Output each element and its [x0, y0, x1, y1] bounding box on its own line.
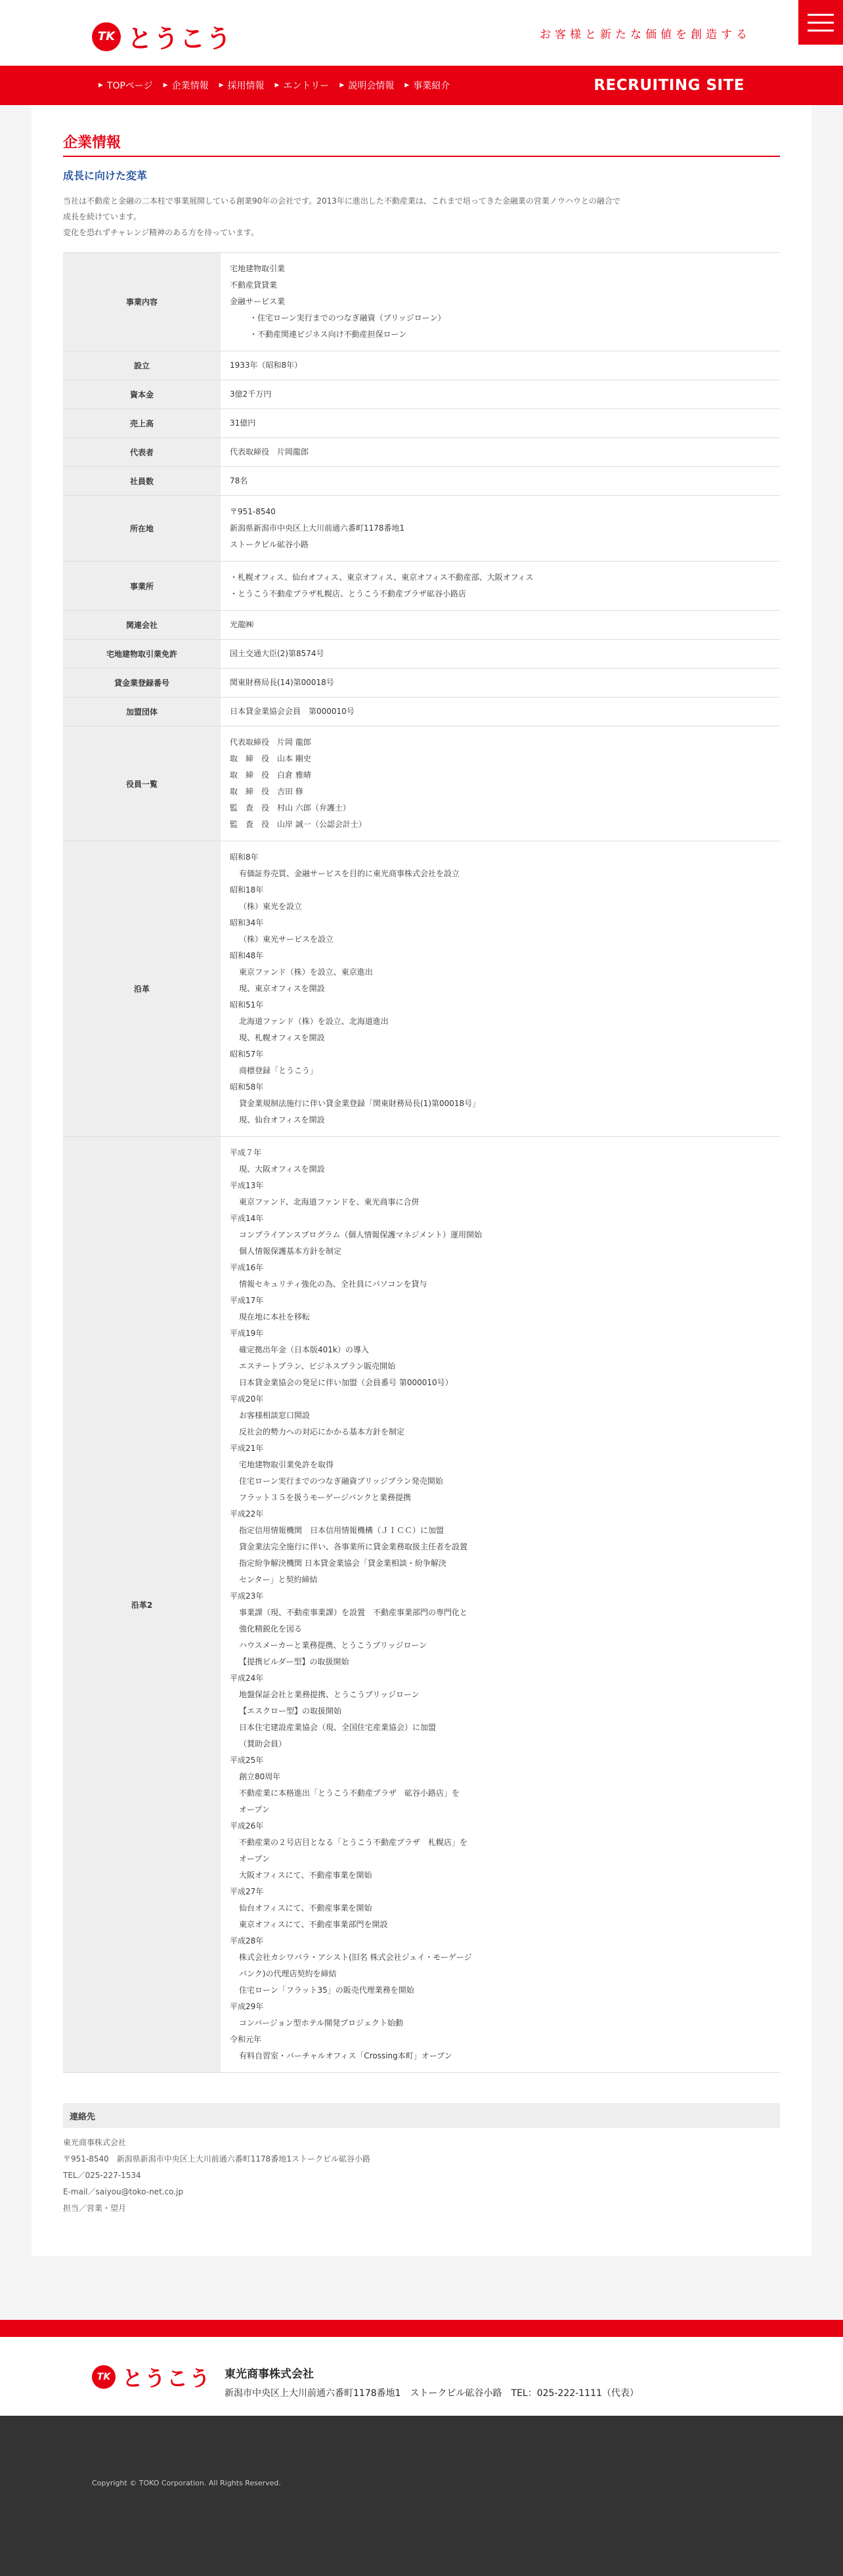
logo-text: とうこう — [127, 24, 233, 53]
row-value-line: 関東財務局長(14)第00018号 — [230, 678, 334, 687]
row-value-line: ハウスメーカーと業務提携、とうこうブリッジローン — [239, 1641, 427, 1650]
table-row — [63, 669, 780, 698]
row-value-line: フラット３５を扱うモーゲージバンクと業務提携 — [239, 1493, 411, 1502]
row-value — [221, 640, 780, 669]
row-value-line: 平成27年 — [230, 1887, 264, 1896]
row-value-line: 事業課（現、不動産事業課）を設置 不動産事業部門の専門化と — [239, 1608, 468, 1617]
row-value-line: 【提携ビルダー型】の取扱開始 — [239, 1657, 349, 1666]
hamburger-line-icon — [808, 22, 834, 24]
footer-company-name: 東光商事株式会社 — [225, 2368, 314, 2381]
row-value-line: 取 締 役 山本 剛史 — [230, 754, 311, 763]
row-value-line: 平成25年 — [230, 1756, 264, 1765]
table-row — [63, 351, 780, 380]
main-content — [32, 105, 811, 2256]
row-value — [221, 841, 780, 1137]
row-value-line: 平成14年 — [230, 1214, 264, 1223]
row-value-line: 昭和57年 — [230, 1050, 264, 1059]
row-value-line: （賛助会員） — [239, 1739, 287, 1748]
row-label: 沿革 — [63, 841, 221, 1137]
contact-email-link[interactable]: E-mail／saiyou@toko-net.co.jp — [63, 2187, 184, 2196]
row-value-line: 平成16年 — [230, 1263, 264, 1272]
row-value-line: 現、仙台オフィスを開設 — [239, 1115, 325, 1124]
row-value — [221, 351, 780, 380]
row-value-line: 78名 — [230, 476, 248, 485]
row-value-line: 平成20年 — [230, 1394, 264, 1404]
row-value-line: 宅地建物取引業免許を取得 — [239, 1460, 334, 1469]
contact-heading: 連絡先 — [63, 2103, 780, 2128]
contact-line: 担当／営業・望月 — [63, 2204, 127, 2213]
page-title: 企業情報 — [63, 131, 780, 157]
row-value — [221, 726, 780, 841]
nav-item-label: 採用情報 — [227, 81, 265, 91]
row-value-line: （株）東光サービスを設立 — [239, 935, 334, 944]
triangle-right-icon: ▶ — [404, 82, 410, 89]
hamburger-menu-button[interactable] — [798, 0, 843, 45]
row-value-line: 昭和8年 — [230, 853, 259, 862]
table-row — [63, 841, 780, 1137]
row-value-line: 金融サービス業 — [230, 297, 286, 306]
row-value-line: ・とうこう不動産プラザ札幌店、とうこう不動産プラザ砿谷小路店 — [230, 589, 467, 598]
row-value-line: エステートプラン、ビジネスプラン販売開始 — [239, 1362, 396, 1371]
row-value-line: （株）東光を設立 — [239, 902, 303, 911]
row-value-line: オープン — [239, 1805, 270, 1814]
row-value — [221, 1137, 780, 2073]
row-value-line: 【エスクロー型】の取扱開始 — [239, 1706, 342, 1716]
row-value-line: 昭和34年 — [230, 918, 264, 927]
row-value-line: ・札幌オフィス、仙台オフィス、東京オフィス、東京オフィス不動産部、大阪オフィス — [230, 573, 534, 582]
intro-line: 成長を続けています。 — [63, 212, 142, 221]
row-label: 貸金業登録番号 — [63, 669, 221, 698]
row-label: 事業内容 — [63, 253, 221, 351]
row-value — [221, 467, 780, 496]
row-value-line: 貸金業法完全施行に伴い、各事業所に貸金業務取扱主任者を設置 — [239, 1542, 468, 1551]
row-value-line: 31億円 — [230, 418, 256, 428]
row-value-line: 平成19年 — [230, 1329, 264, 1338]
row-value-line: 強化精鋭化を図る — [239, 1624, 303, 1633]
nav-item-label: TOPページ — [106, 81, 153, 91]
row-value-line: 監 査 役 村山 六郎（弁護士） — [230, 803, 351, 812]
row-value-line: 代表取締役 片岡龍郎 — [230, 447, 309, 456]
row-value-line: 貸金業規制法施行に伴い貸金業登録「関東財務局長(1)第00018号」 — [239, 1099, 481, 1108]
row-value-line: 大阪オフィスにて、不動産事業を開始 — [239, 1871, 372, 1880]
row-value-line: お客様相談窓口開設 — [239, 1411, 311, 1420]
row-value-line: 個人情報保護基本方針を制定 — [239, 1247, 342, 1256]
row-value-line: 平成29年 — [230, 2002, 264, 2011]
row-label: 設立 — [63, 351, 221, 380]
row-value-line: 有価証券売買、金融サービスを目的に東光商事株式会社を設立 — [239, 869, 460, 878]
row-value-line: 代表取締役 片岡 龍郎 — [230, 738, 311, 747]
row-value — [221, 380, 780, 409]
nav-item-1[interactable] — [163, 79, 209, 92]
row-value-line: ・住宅ローン実行までのつなぎ融資（ブリッジローン） — [249, 313, 446, 322]
table-row — [63, 562, 780, 611]
row-value-line: 宅地建物取引業 — [230, 264, 286, 273]
row-label: 加盟団体 — [63, 698, 221, 726]
site-logo[interactable] — [92, 18, 232, 55]
table-row — [63, 438, 780, 467]
row-value-line: 監 査 役 山岸 誠一（公認会計士） — [230, 820, 366, 829]
row-value — [221, 409, 780, 438]
row-value-line: 不動産業に本格進出「とうこう不動産プラザ 砿谷小路店」を — [239, 1788, 460, 1798]
row-value-line: 創立80周年 — [239, 1772, 281, 1781]
logo-text: とうこう — [122, 2366, 212, 2391]
row-value — [221, 438, 780, 467]
table-row — [63, 1137, 780, 2073]
row-value-line: コンプライアンスプログラム（個人情報保護マネジメント）運用開始 — [239, 1230, 482, 1239]
row-value-line: 平成23年 — [230, 1591, 264, 1601]
row-value-line: 現在地に本社を移転 — [239, 1312, 311, 1321]
row-value-line: 新潟県新潟市中央区上大川前通六番町1178番地1 — [230, 523, 405, 533]
row-value-line: 情報セキュリティ強化の為、全社員にパソコンを貸与 — [239, 1279, 427, 1289]
logo-mark-icon: TK — [92, 22, 121, 51]
row-value-line: 昭和48年 — [230, 951, 264, 960]
row-value-line: 住宅ローン「フラット35」の販売代理業務を開始 — [239, 1986, 414, 1995]
row-value-line: 確定拠出年金（日本版401k）の導入 — [239, 1345, 369, 1354]
row-value-line: 指定信用情報機関 日本信用情報機構（ＪＩＣＣ）に加盟 — [239, 1526, 444, 1535]
row-label: 資本金 — [63, 380, 221, 409]
table-row — [63, 640, 780, 669]
row-value-line: 株式会社カシワバラ・アシスト(旧名 株式会社ジェイ・モーゲージ — [239, 1953, 472, 1962]
row-value-line: オープン — [239, 1854, 270, 1863]
row-value — [221, 698, 780, 726]
row-label: 売上高 — [63, 409, 221, 438]
row-value-line: 不動産業の２号店目となる「とうこう不動産プラザ 札幌店」を — [239, 1838, 468, 1847]
intro-line: 当社は不動産と金融の二本柱で事業展開している創業90年の会社です。2013年に進出した不動産業は、これまで培ってきた金融業の営業ノウハウとの融合で — [63, 196, 620, 206]
contact-line: 〒951-8540 新潟県新潟市中央区上大川前通六番町1178番地1ストークビル砿谷小路 — [63, 2154, 370, 2164]
row-label: 宅地建物取引業免許 — [63, 640, 221, 669]
row-value-line: ストークビル砿谷小路 — [230, 540, 309, 549]
hamburger-line-icon — [808, 14, 834, 16]
nav-items — [98, 79, 450, 92]
row-value-line: 東京ファンド（株）を設立、東京進出 — [239, 967, 373, 977]
row-value-line: 現、大阪オフィスを開設 — [239, 1165, 325, 1174]
company-info-table — [63, 252, 780, 2073]
footer-logo[interactable] — [92, 2362, 211, 2392]
triangle-right-icon: ▶ — [219, 82, 224, 89]
row-value-line: 国土交通大臣(2)第8574号 — [230, 649, 324, 658]
row-value — [221, 611, 780, 640]
triangle-right-icon: ▶ — [163, 82, 168, 89]
tagline: お客様と新たな価値を創造する — [540, 28, 751, 41]
footer-red-bar — [0, 2320, 843, 2337]
triangle-right-icon: ▶ — [274, 82, 280, 89]
nav-item-0[interactable] — [98, 79, 153, 92]
triangle-right-icon: ▶ — [339, 82, 345, 89]
row-value-line: 光龍㈱ — [230, 620, 254, 629]
recruiting-site-label[interactable]: RECRUITING SITE — [594, 77, 745, 94]
row-value-line: バンク)の代理店契約を締結 — [239, 1969, 337, 1978]
table-row — [63, 467, 780, 496]
nav-item-label: エントリー — [283, 81, 330, 91]
nav-item-3[interactable] — [275, 79, 330, 92]
row-value-line: 平成24年 — [230, 1674, 264, 1683]
row-value-line: 反社会的勢力への対応にかかる基本方針を制定 — [239, 1427, 405, 1436]
table-row — [63, 611, 780, 640]
nav-item-5[interactable] — [404, 79, 450, 92]
site-footer — [0, 2337, 843, 2416]
row-value-line: センター」と契約締結 — [239, 1575, 318, 1584]
row-value-line: 有料自習室・バーチャルオフィス「Crossing本町」オープン — [239, 2051, 452, 2060]
row-value-line: 住宅ローン実行までのつなぎ融資ブリッジプラン発売開始 — [239, 1477, 443, 1486]
nav-item-label: 事業紹介 — [413, 81, 450, 91]
row-value-line: 昭和58年 — [230, 1082, 264, 1092]
row-value-line: 不動産貸貸業 — [230, 280, 278, 290]
row-label: 沿革2 — [63, 1137, 221, 2073]
footer-info — [225, 2365, 639, 2399]
row-value-line: 北海道ファンド（株）を設立、北海道進出 — [239, 1017, 389, 1026]
triangle-right-icon: ▶ — [98, 82, 103, 89]
copyright-text: Copyright © TOKO Corporation. All Rights Reserved. — [92, 2479, 281, 2487]
table-row — [63, 409, 780, 438]
row-value-line: 日本貸金業協会の発足に伴い加盟（会員番号 第000010号） — [239, 1378, 453, 1387]
site-header — [0, 0, 843, 66]
global-nav — [0, 66, 843, 105]
intro-text — [63, 193, 780, 240]
nav-item-4[interactable] — [339, 79, 394, 92]
row-value-line: 仙台オフィスにて、不動産事業を開始 — [239, 1903, 372, 1913]
row-value-line: 平成21年 — [230, 1444, 264, 1453]
row-value-line: 平成28年 — [230, 1936, 264, 1945]
intro-line: 変化を恐れずチャレンジ精神のある方を待っています。 — [63, 228, 259, 237]
row-value-line: コンバージョン型ホテル開発プロジェクト始動 — [239, 2018, 403, 2028]
row-value-line: 昭和18年 — [230, 885, 264, 895]
row-value-line: 取 締 役 白倉 雅晴 — [230, 770, 311, 780]
row-label: 事業所 — [63, 562, 221, 611]
row-value — [221, 496, 780, 562]
row-value-line: 現、札幌オフィスを開設 — [239, 1033, 325, 1042]
table-row — [63, 253, 780, 351]
row-value-line: 東京オフィスにて、不動産事業部門を開設 — [239, 1920, 388, 1929]
row-value-line: 平成７年 — [230, 1148, 262, 1157]
row-value-line: 日本住宅建設産業協会（現、全国住宅産業協会）に加盟 — [239, 1723, 437, 1732]
contact-line: 東光商事株式会社 — [63, 2138, 127, 2147]
section-subtitle: 成長に向けた変革 — [63, 169, 148, 182]
row-value-line: 現、東京オフィスを開設 — [239, 984, 325, 993]
row-value-line: 昭和51年 — [230, 1000, 264, 1010]
row-value-line: 1933年（昭和8年） — [230, 361, 303, 370]
logo-mark-icon: TK — [92, 2365, 116, 2389]
row-value-line: 商標登録「とうこう」 — [239, 1066, 318, 1075]
hamburger-line-icon — [808, 30, 834, 32]
row-label: 所在地 — [63, 496, 221, 562]
nav-item-2[interactable] — [219, 79, 265, 92]
table-row — [63, 726, 780, 841]
row-value-line: 東京ファンド、北海道ファンドを、東光商事に合併 — [239, 1197, 420, 1207]
row-label: 役員一覧 — [63, 726, 221, 841]
row-value-line: 指定紛争解決機関 日本貸金業協会「貸金業相談・紛争解決 — [239, 1559, 446, 1568]
row-label: 関連会社 — [63, 611, 221, 640]
row-label: 代表者 — [63, 438, 221, 467]
row-value-line: ・不動産関連ビジネス向け不動産担保ローン — [249, 330, 407, 339]
row-value — [221, 562, 780, 611]
footer-address: 新潟市中央区上大川前通六番町1178番地1 ストークビル砿谷小路 TEL：025-222-1111（代表） — [225, 2388, 639, 2399]
row-value — [221, 669, 780, 698]
row-value-line: 3億2千万円 — [230, 389, 272, 399]
contact-details — [63, 2135, 780, 2217]
table-row — [63, 698, 780, 726]
row-value-line: 平成13年 — [230, 1181, 264, 1190]
row-value-line: 〒951-8540 — [230, 507, 276, 516]
row-value-line: 令和元年 — [230, 2035, 262, 2044]
table-row — [63, 380, 780, 409]
row-value-line: 取 締 役 吉田 修 — [230, 787, 303, 796]
table-row — [63, 496, 780, 562]
footer-bottom — [0, 2416, 843, 2576]
row-value-line: 地盤保証会社と業務提携、とうこうブリッジローン — [239, 1690, 420, 1699]
nav-item-label: 説明会情報 — [348, 81, 395, 91]
row-value-line: 日本貸金業協会会員 第000010号 — [230, 707, 355, 716]
contact-line: TEL／025-227-1534 — [63, 2171, 141, 2180]
nav-item-label: 企業情報 — [171, 81, 209, 91]
row-value-line: 平成17年 — [230, 1296, 264, 1305]
row-label: 社員数 — [63, 467, 221, 496]
row-value-line: 平成26年 — [230, 1821, 264, 1831]
row-value — [221, 253, 780, 351]
row-value-line: 平成22年 — [230, 1509, 264, 1519]
